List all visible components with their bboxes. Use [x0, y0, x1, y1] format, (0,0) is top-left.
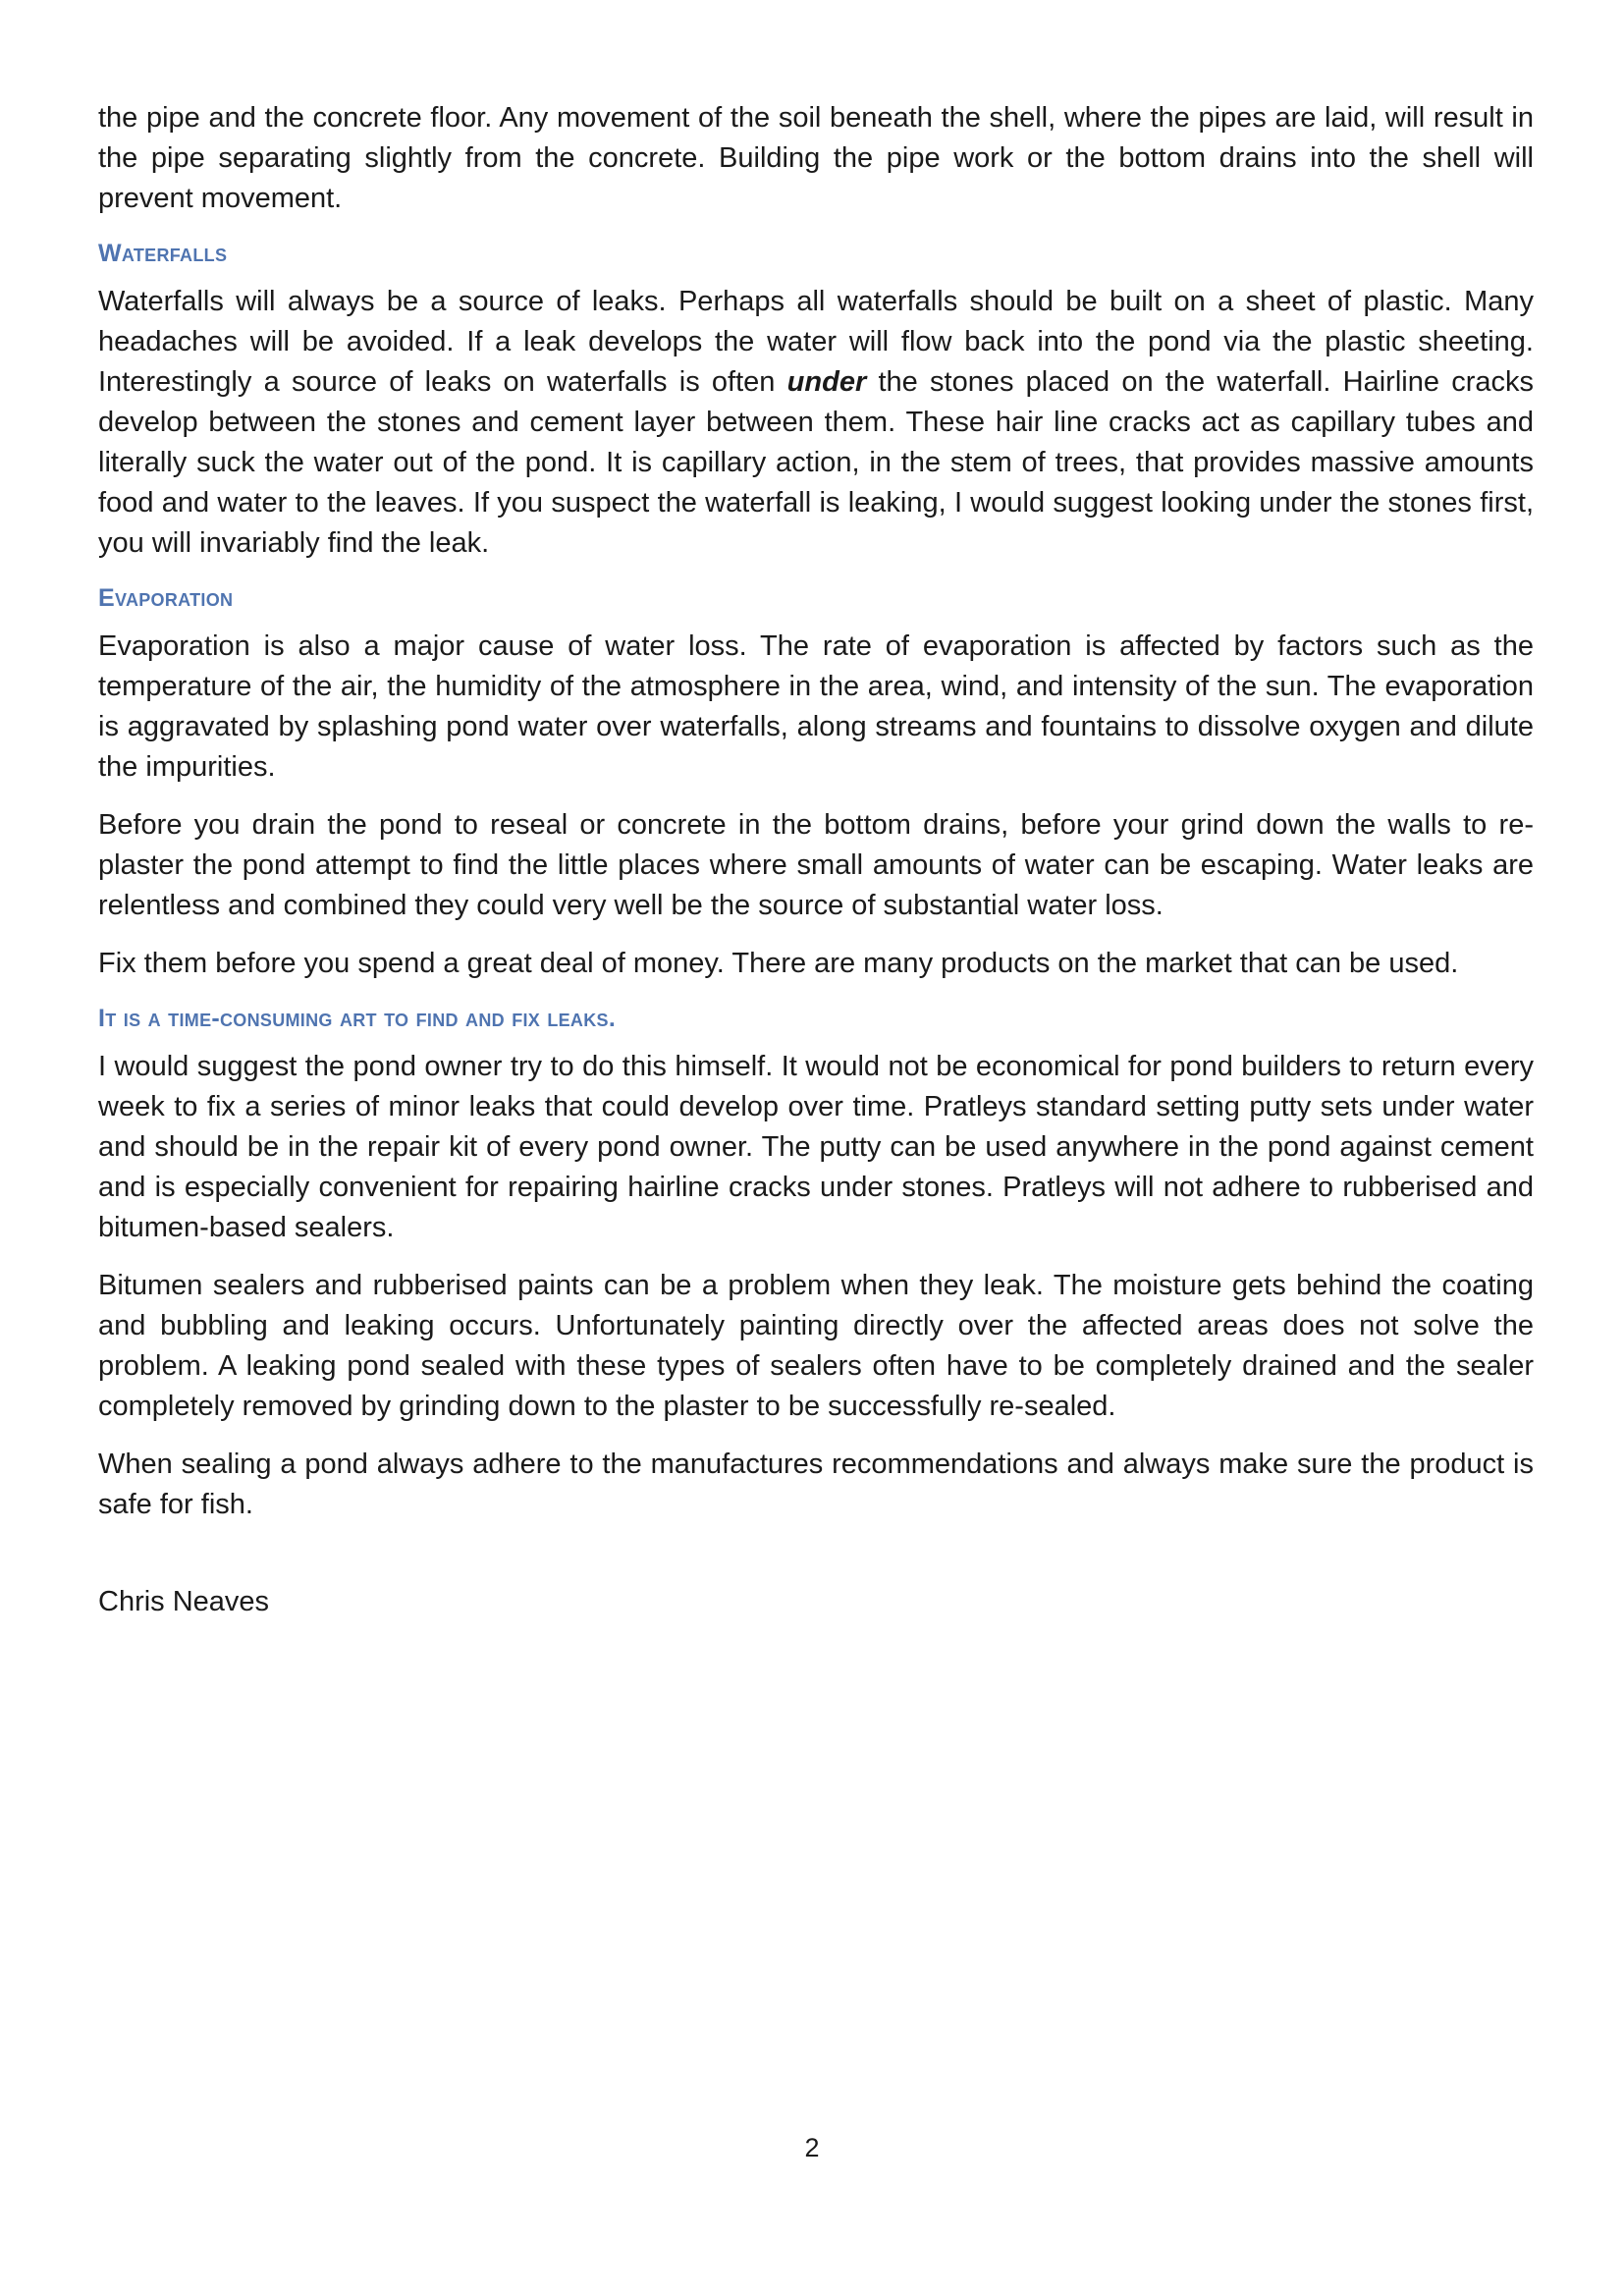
evaporation-paragraph-3: Fix them before you spend a great deal of money. There are many products on the market that can be used. [98, 948, 1459, 979]
intro-paragraph: the pipe and the concrete floor. Any movement of the soil beneath the shell, where the pipes are laid, will result in the pipe separating slightly from the concrete. Building the pipe work or the bottom drains into the shell will prevent movement. [98, 102, 1534, 214]
evaporation-paragraph-2: Before you drain the pond to reseal or concrete in the bottom drains, before your grind down the walls to re-plaster the pond attempt to find the little places where small amounts of water can be escaping. Water leaks are relentless and combined they could very well be the source of substantial water loss. [98, 809, 1534, 921]
fix-leaks-heading: It is a time-consuming art to find and fix leaks. [98, 1005, 617, 1032]
emphasis-under: under [786, 366, 867, 398]
waterfalls-text-end: the stones placed on the waterfall. Hairline cracks develop between the stones and cement layer between them. These hair line cracks act as capillary tubes and literally suck the water out of the pond. It is capillary action, in the stem of trees, that provides massive amounts food and water to the leaves. If you suspect the waterfall is leaking, I would suggest looking under the stones first, you will invariably find the leak. [98, 366, 1534, 559]
page-number: 2 [804, 2133, 820, 2162]
evaporation-heading: Evaporation [98, 584, 234, 612]
waterfalls-text-start: Waterfalls will always be a source of leaks. Perhaps all waterfalls should be built on a sheet of plastic. Many headaches will be avoided. If a leak develops the water will flow back into the pond via the plastic sheeting. Interestingly a source of leaks on waterfalls is often [98, 286, 1534, 398]
waterfalls-paragraph [98, 282, 1534, 564]
fix-leaks-paragraph-1: I would suggest the pond owner try to do this himself. It would not be economical for pond builders to return every week to fix a series of minor leaks that could develop over time. Pratleys standard setting putty sets under water and should be in the repair kit of every pond owner. The putty can be used anywhere in the pond against cement and is especially convenient for repairing hairline cracks under stones. Pratleys will not adhere to rubberised and bitumen-based sealers. [98, 1051, 1534, 1243]
evaporation-paragraph-1: Evaporation is also a major cause of water loss. The rate of evaporation is affected by factors such as the temperature of the air, the humidity of the atmosphere in the area, wind, and intensity of the sun. The evaporation is aggravated by splashing pond water over waterfalls, along streams and fountains to dissolve oxygen and dilute the impurities. [98, 630, 1534, 783]
document-page [98, 98, 1534, 1640]
fix-leaks-paragraph-2: Bitumen sealers and rubberised paints can be a problem when they leak. The moisture gets behind the coating and bubbling and leaking occurs. Unfortunately painting directly over the affected areas does not solve the problem. A leaking pond sealed with these types of sealers often have to be completely drained and the sealer completely removed by grinding down to the plaster to be successfully re-sealed. [98, 1270, 1534, 1422]
waterfalls-heading: Waterfalls [98, 240, 228, 267]
fix-leaks-paragraph-3: When sealing a pond always adhere to the manufactures recommendations and always make sure the product is safe for fish. [98, 1449, 1534, 1520]
author-signature: Chris Neaves [98, 1586, 270, 1617]
